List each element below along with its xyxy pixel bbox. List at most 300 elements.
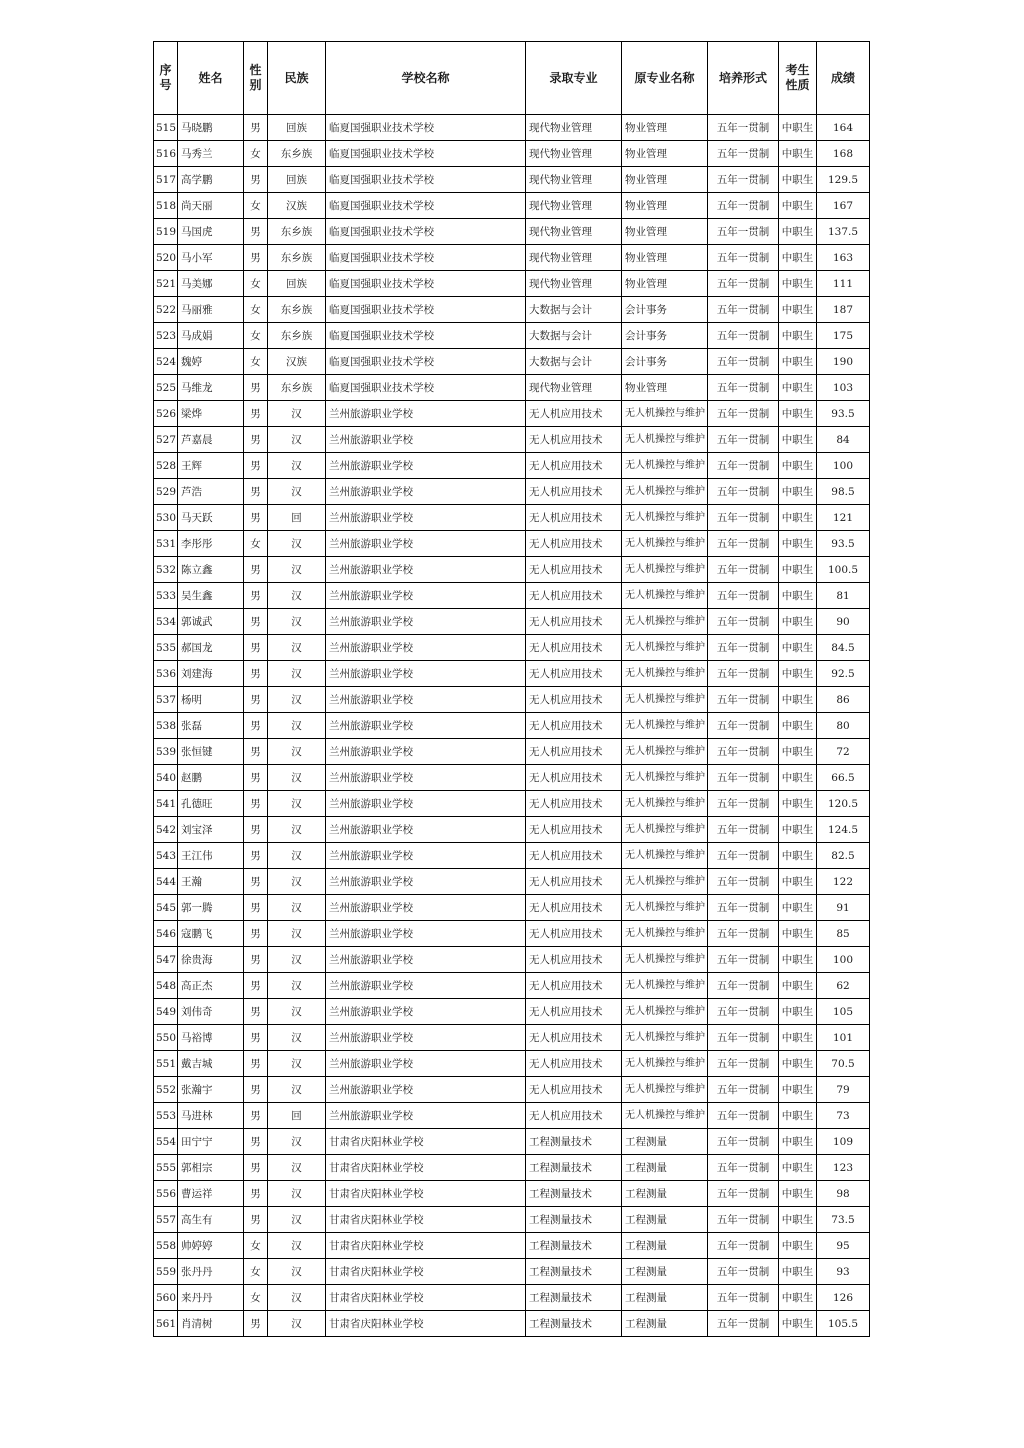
- cell-index: 556: [154, 1181, 178, 1207]
- cell-school: 临夏国强职业技术学校: [326, 141, 526, 167]
- cell-admitted-major: 现代物业管理: [526, 167, 622, 193]
- cell-candidate-type: 中职生: [779, 1285, 817, 1311]
- cell-original-major: 无人机操控与维护: [622, 947, 708, 973]
- cell-school: 临夏国强职业技术学校: [326, 271, 526, 297]
- cell-training-form: 五年一贯制: [708, 141, 779, 167]
- cell-candidate-type: 中职生: [779, 739, 817, 765]
- cell-school: 甘肃省庆阳林业学校: [326, 1233, 526, 1259]
- cell-admitted-major: 无人机应用技术: [526, 973, 622, 999]
- cell-index: 538: [154, 713, 178, 739]
- cell-candidate-type: 中职生: [779, 661, 817, 687]
- cell-admitted-major: 工程测量技术: [526, 1181, 622, 1207]
- cell-name: 郝国龙: [178, 635, 244, 661]
- cell-training-form: 五年一贯制: [708, 401, 779, 427]
- cell-gender: 男: [244, 869, 268, 895]
- cell-ethnicity: 汉: [268, 791, 326, 817]
- cell-name: 孔德旺: [178, 791, 244, 817]
- cell-original-major: 工程测量: [622, 1181, 708, 1207]
- cell-gender: 男: [244, 427, 268, 453]
- cell-training-form: 五年一贯制: [708, 479, 779, 505]
- table-row: [154, 557, 870, 583]
- table-row: [154, 739, 870, 765]
- cell-gender: 男: [244, 921, 268, 947]
- cell-score: 101: [817, 1025, 870, 1051]
- cell-ethnicity: 汉: [268, 1077, 326, 1103]
- cell-school: 兰州旅游职业学校: [326, 661, 526, 687]
- cell-name: 徐贵海: [178, 947, 244, 973]
- cell-ethnicity: 东乡族: [268, 219, 326, 245]
- cell-original-major: 无人机操控与维护: [622, 869, 708, 895]
- cell-candidate-type: 中职生: [779, 1181, 817, 1207]
- cell-training-form: 五年一贯制: [708, 921, 779, 947]
- cell-candidate-type: 中职生: [779, 219, 817, 245]
- cell-training-form: 五年一贯制: [708, 427, 779, 453]
- cell-ethnicity: 汉: [268, 1129, 326, 1155]
- cell-score: 103: [817, 375, 870, 401]
- table-row: [154, 1129, 870, 1155]
- cell-gender: 男: [244, 1051, 268, 1077]
- cell-score: 137.5: [817, 219, 870, 245]
- cell-ethnicity: 汉: [268, 1207, 326, 1233]
- cell-ethnicity: 汉: [268, 1285, 326, 1311]
- cell-candidate-type: 中职生: [779, 323, 817, 349]
- cell-original-major: 无人机操控与维护: [622, 687, 708, 713]
- cell-admitted-major: 无人机应用技术: [526, 1051, 622, 1077]
- cell-index: 553: [154, 1103, 178, 1129]
- cell-gender: 男: [244, 557, 268, 583]
- cell-original-major: 会计事务: [622, 323, 708, 349]
- cell-index: 524: [154, 349, 178, 375]
- cell-score: 90: [817, 609, 870, 635]
- cell-school: 兰州旅游职业学校: [326, 609, 526, 635]
- cell-score: 105.5: [817, 1311, 870, 1337]
- cell-training-form: 五年一贯制: [708, 739, 779, 765]
- cell-school: 兰州旅游职业学校: [326, 505, 526, 531]
- cell-training-form: 五年一贯制: [708, 765, 779, 791]
- cell-gender: 男: [244, 453, 268, 479]
- cell-name: 陈立鑫: [178, 557, 244, 583]
- cell-score: 82.5: [817, 843, 870, 869]
- cell-gender: 男: [244, 1311, 268, 1337]
- cell-school: 兰州旅游职业学校: [326, 973, 526, 999]
- cell-ethnicity: 回族: [268, 167, 326, 193]
- cell-score: 100: [817, 453, 870, 479]
- cell-index: 531: [154, 531, 178, 557]
- cell-score: 105: [817, 999, 870, 1025]
- cell-index: 529: [154, 479, 178, 505]
- cell-score: 62: [817, 973, 870, 999]
- cell-name: 刘建海: [178, 661, 244, 687]
- table-row: [154, 453, 870, 479]
- cell-name: 寇鹏飞: [178, 921, 244, 947]
- cell-index: 557: [154, 1207, 178, 1233]
- cell-candidate-type: 中职生: [779, 1155, 817, 1181]
- table-row: [154, 401, 870, 427]
- cell-name: 王江伟: [178, 843, 244, 869]
- cell-candidate-type: 中职生: [779, 713, 817, 739]
- cell-school: 兰州旅游职业学校: [326, 635, 526, 661]
- cell-training-form: 五年一贯制: [708, 973, 779, 999]
- cell-admitted-major: 无人机应用技术: [526, 531, 622, 557]
- cell-training-form: 五年一贯制: [708, 193, 779, 219]
- cell-candidate-type: 中职生: [779, 375, 817, 401]
- table-row: [154, 297, 870, 323]
- cell-original-major: 物业管理: [622, 375, 708, 401]
- cell-candidate-type: 中职生: [779, 869, 817, 895]
- cell-candidate-type: 中职生: [779, 453, 817, 479]
- cell-ethnicity: 汉: [268, 1025, 326, 1051]
- cell-training-form: 五年一贯制: [708, 453, 779, 479]
- cell-admitted-major: 无人机应用技术: [526, 635, 622, 661]
- cell-ethnicity: 汉: [268, 453, 326, 479]
- cell-gender: 男: [244, 375, 268, 401]
- cell-ethnicity: 汉: [268, 921, 326, 947]
- cell-ethnicity: 汉族: [268, 349, 326, 375]
- cell-training-form: 五年一贯制: [708, 1181, 779, 1207]
- cell-name: 刘宝泽: [178, 817, 244, 843]
- table-row: [154, 609, 870, 635]
- cell-name: 高正杰: [178, 973, 244, 999]
- cell-original-major: 物业管理: [622, 141, 708, 167]
- cell-original-major: 无人机操控与维护: [622, 557, 708, 583]
- cell-index: 525: [154, 375, 178, 401]
- cell-school: 甘肃省庆阳林业学校: [326, 1155, 526, 1181]
- cell-school: 兰州旅游职业学校: [326, 713, 526, 739]
- cell-ethnicity: 东乡族: [268, 141, 326, 167]
- cell-index: 542: [154, 817, 178, 843]
- cell-candidate-type: 中职生: [779, 583, 817, 609]
- cell-ethnicity: 汉: [268, 1311, 326, 1337]
- table-row: [154, 973, 870, 999]
- cell-ethnicity: 汉: [268, 661, 326, 687]
- cell-school: 兰州旅游职业学校: [326, 739, 526, 765]
- cell-school: 兰州旅游职业学校: [326, 1077, 526, 1103]
- cell-school: 临夏国强职业技术学校: [326, 297, 526, 323]
- cell-score: 72: [817, 739, 870, 765]
- cell-candidate-type: 中职生: [779, 115, 817, 141]
- cell-school: 兰州旅游职业学校: [326, 531, 526, 557]
- cell-gender: 男: [244, 661, 268, 687]
- cell-name: 马裕博: [178, 1025, 244, 1051]
- cell-original-major: 无人机操控与维护: [622, 1025, 708, 1051]
- table-row: [154, 921, 870, 947]
- cell-admitted-major: 无人机应用技术: [526, 791, 622, 817]
- cell-candidate-type: 中职生: [779, 765, 817, 791]
- cell-index: 528: [154, 453, 178, 479]
- cell-score: 190: [817, 349, 870, 375]
- cell-index: 521: [154, 271, 178, 297]
- cell-index: 534: [154, 609, 178, 635]
- cell-ethnicity: 回族: [268, 115, 326, 141]
- cell-training-form: 五年一贯制: [708, 1077, 779, 1103]
- cell-candidate-type: 中职生: [779, 1051, 817, 1077]
- cell-candidate-type: 中职生: [779, 557, 817, 583]
- cell-score: 91: [817, 895, 870, 921]
- cell-score: 100.5: [817, 557, 870, 583]
- cell-school: 兰州旅游职业学校: [326, 1025, 526, 1051]
- cell-name: 张恒键: [178, 739, 244, 765]
- cell-ethnicity: 汉: [268, 999, 326, 1025]
- cell-gender: 男: [244, 739, 268, 765]
- cell-training-form: 五年一贯制: [708, 375, 779, 401]
- cell-ethnicity: 汉: [268, 557, 326, 583]
- header-ethnicity: 民族: [268, 42, 326, 115]
- table-row: [154, 1077, 870, 1103]
- header-name: 姓名: [178, 42, 244, 115]
- cell-school: 兰州旅游职业学校: [326, 869, 526, 895]
- table-row: [154, 323, 870, 349]
- cell-admitted-major: 现代物业管理: [526, 375, 622, 401]
- cell-original-major: 无人机操控与维护: [622, 895, 708, 921]
- cell-gender: 女: [244, 531, 268, 557]
- cell-gender: 男: [244, 1155, 268, 1181]
- cell-candidate-type: 中职生: [779, 1129, 817, 1155]
- cell-gender: 男: [244, 973, 268, 999]
- cell-name: 芦浩: [178, 479, 244, 505]
- cell-training-form: 五年一贯制: [708, 791, 779, 817]
- cell-gender: 女: [244, 1233, 268, 1259]
- cell-training-form: 五年一贯制: [708, 271, 779, 297]
- cell-training-form: 五年一贯制: [708, 1103, 779, 1129]
- cell-training-form: 五年一贯制: [708, 869, 779, 895]
- admission-table: [153, 41, 870, 1337]
- cell-score: 84: [817, 427, 870, 453]
- cell-score: 122: [817, 869, 870, 895]
- cell-admitted-major: 无人机应用技术: [526, 921, 622, 947]
- cell-name: 芦嘉晨: [178, 427, 244, 453]
- cell-training-form: 五年一贯制: [708, 687, 779, 713]
- table-row: [154, 869, 870, 895]
- table-row: [154, 843, 870, 869]
- cell-index: 546: [154, 921, 178, 947]
- cell-name: 郭一腾: [178, 895, 244, 921]
- table-row: [154, 895, 870, 921]
- cell-name: 马进林: [178, 1103, 244, 1129]
- cell-gender: 男: [244, 1129, 268, 1155]
- table-row: [154, 999, 870, 1025]
- cell-score: 84.5: [817, 635, 870, 661]
- cell-school: 兰州旅游职业学校: [326, 583, 526, 609]
- cell-original-major: 物业管理: [622, 271, 708, 297]
- table-row: [154, 1181, 870, 1207]
- cell-index: 526: [154, 401, 178, 427]
- cell-school: 甘肃省庆阳林业学校: [326, 1207, 526, 1233]
- table-row: [154, 687, 870, 713]
- cell-admitted-major: 大数据与会计: [526, 349, 622, 375]
- cell-gender: 男: [244, 817, 268, 843]
- cell-name: 吴生鑫: [178, 583, 244, 609]
- cell-gender: 女: [244, 1259, 268, 1285]
- table-row: [154, 375, 870, 401]
- header-original-major: 原专业名称: [622, 42, 708, 115]
- cell-ethnicity: 东乡族: [268, 323, 326, 349]
- cell-score: 92.5: [817, 661, 870, 687]
- cell-gender: 女: [244, 349, 268, 375]
- cell-training-form: 五年一贯制: [708, 1025, 779, 1051]
- cell-index: 554: [154, 1129, 178, 1155]
- cell-ethnicity: 汉: [268, 973, 326, 999]
- cell-index: 537: [154, 687, 178, 713]
- cell-score: 98: [817, 1181, 870, 1207]
- cell-score: 187: [817, 297, 870, 323]
- table-row: [154, 193, 870, 219]
- cell-training-form: 五年一贯制: [708, 557, 779, 583]
- cell-admitted-major: 无人机应用技术: [526, 479, 622, 505]
- cell-name: 帅婷婷: [178, 1233, 244, 1259]
- cell-admitted-major: 工程测量技术: [526, 1129, 622, 1155]
- cell-training-form: 五年一贯制: [708, 115, 779, 141]
- cell-ethnicity: 回族: [268, 271, 326, 297]
- cell-training-form: 五年一贯制: [708, 1207, 779, 1233]
- cell-name: 王瀚: [178, 869, 244, 895]
- cell-admitted-major: 现代物业管理: [526, 115, 622, 141]
- cell-candidate-type: 中职生: [779, 1233, 817, 1259]
- cell-candidate-type: 中职生: [779, 1103, 817, 1129]
- cell-ethnicity: 汉: [268, 609, 326, 635]
- cell-ethnicity: 汉: [268, 739, 326, 765]
- cell-ethnicity: 汉: [268, 869, 326, 895]
- cell-ethnicity: 汉: [268, 765, 326, 791]
- cell-score: 164: [817, 115, 870, 141]
- cell-candidate-type: 中职生: [779, 973, 817, 999]
- cell-ethnicity: 汉: [268, 583, 326, 609]
- table-row: [154, 947, 870, 973]
- header-training-form: 培养形式: [708, 42, 779, 115]
- cell-original-major: 无人机操控与维护: [622, 999, 708, 1025]
- cell-school: 兰州旅游职业学校: [326, 895, 526, 921]
- cell-name: 张丹丹: [178, 1259, 244, 1285]
- cell-original-major: 无人机操控与维护: [622, 427, 708, 453]
- cell-original-major: 无人机操控与维护: [622, 973, 708, 999]
- cell-score: 121: [817, 505, 870, 531]
- cell-name: 马丽雅: [178, 297, 244, 323]
- cell-index: 551: [154, 1051, 178, 1077]
- cell-score: 129.5: [817, 167, 870, 193]
- cell-admitted-major: 无人机应用技术: [526, 661, 622, 687]
- table-row: [154, 427, 870, 453]
- cell-name: 马小军: [178, 245, 244, 271]
- cell-admitted-major: 工程测量技术: [526, 1259, 622, 1285]
- table-row: [154, 1311, 870, 1337]
- cell-original-major: 无人机操控与维护: [622, 791, 708, 817]
- cell-gender: 女: [244, 323, 268, 349]
- cell-original-major: 无人机操控与维护: [622, 921, 708, 947]
- cell-original-major: 会计事务: [622, 297, 708, 323]
- cell-school: 甘肃省庆阳林业学校: [326, 1259, 526, 1285]
- cell-school: 甘肃省庆阳林业学校: [326, 1181, 526, 1207]
- cell-ethnicity: 汉: [268, 479, 326, 505]
- cell-school: 临夏国强职业技术学校: [326, 349, 526, 375]
- table-row: [154, 115, 870, 141]
- cell-gender: 女: [244, 271, 268, 297]
- cell-index: 527: [154, 427, 178, 453]
- cell-admitted-major: 工程测量技术: [526, 1155, 622, 1181]
- cell-name: 尚天丽: [178, 193, 244, 219]
- cell-gender: 男: [244, 1025, 268, 1051]
- header-index: 序号: [154, 42, 178, 115]
- cell-candidate-type: 中职生: [779, 427, 817, 453]
- cell-candidate-type: 中职生: [779, 297, 817, 323]
- cell-score: 163: [817, 245, 870, 271]
- cell-gender: 男: [244, 1181, 268, 1207]
- cell-training-form: 五年一贯制: [708, 817, 779, 843]
- cell-original-major: 工程测量: [622, 1233, 708, 1259]
- cell-score: 73.5: [817, 1207, 870, 1233]
- cell-school: 兰州旅游职业学校: [326, 427, 526, 453]
- cell-original-major: 工程测量: [622, 1129, 708, 1155]
- cell-original-major: 无人机操控与维护: [622, 713, 708, 739]
- cell-school: 兰州旅游职业学校: [326, 999, 526, 1025]
- cell-admitted-major: 大数据与会计: [526, 297, 622, 323]
- cell-score: 80: [817, 713, 870, 739]
- cell-score: 120.5: [817, 791, 870, 817]
- cell-original-major: 无人机操控与维护: [622, 453, 708, 479]
- cell-admitted-major: 现代物业管理: [526, 193, 622, 219]
- cell-school: 兰州旅游职业学校: [326, 947, 526, 973]
- cell-score: 93.5: [817, 531, 870, 557]
- cell-score: 111: [817, 271, 870, 297]
- cell-candidate-type: 中职生: [779, 999, 817, 1025]
- cell-original-major: 工程测量: [622, 1155, 708, 1181]
- cell-name: 马成娟: [178, 323, 244, 349]
- cell-candidate-type: 中职生: [779, 1311, 817, 1337]
- cell-candidate-type: 中职生: [779, 609, 817, 635]
- cell-ethnicity: 汉族: [268, 193, 326, 219]
- cell-index: 547: [154, 947, 178, 973]
- cell-index: 560: [154, 1285, 178, 1311]
- cell-ethnicity: 汉: [268, 687, 326, 713]
- cell-gender: 女: [244, 193, 268, 219]
- cell-score: 86: [817, 687, 870, 713]
- cell-gender: 男: [244, 687, 268, 713]
- cell-score: 98.5: [817, 479, 870, 505]
- table-row: [154, 1051, 870, 1077]
- cell-training-form: 五年一贯制: [708, 167, 779, 193]
- cell-score: 66.5: [817, 765, 870, 791]
- table-row: [154, 635, 870, 661]
- cell-admitted-major: 现代物业管理: [526, 219, 622, 245]
- cell-admitted-major: 工程测量技术: [526, 1285, 622, 1311]
- cell-original-major: 无人机操控与维护: [622, 1103, 708, 1129]
- cell-candidate-type: 中职生: [779, 635, 817, 661]
- cell-admitted-major: 无人机应用技术: [526, 583, 622, 609]
- cell-index: 555: [154, 1155, 178, 1181]
- cell-index: 515: [154, 115, 178, 141]
- cell-training-form: 五年一贯制: [708, 1051, 779, 1077]
- cell-admitted-major: 现代物业管理: [526, 245, 622, 271]
- cell-gender: 男: [244, 843, 268, 869]
- cell-index: 544: [154, 869, 178, 895]
- cell-name: 马秀兰: [178, 141, 244, 167]
- cell-original-major: 无人机操控与维护: [622, 635, 708, 661]
- cell-candidate-type: 中职生: [779, 141, 817, 167]
- cell-school: 兰州旅游职业学校: [326, 1051, 526, 1077]
- cell-name: 张磊: [178, 713, 244, 739]
- header-candidate-type: 考生性质: [779, 42, 817, 115]
- cell-admitted-major: 无人机应用技术: [526, 505, 622, 531]
- cell-candidate-type: 中职生: [779, 843, 817, 869]
- cell-score: 93.5: [817, 401, 870, 427]
- cell-original-major: 无人机操控与维护: [622, 765, 708, 791]
- cell-training-form: 五年一贯制: [708, 1155, 779, 1181]
- cell-index: 535: [154, 635, 178, 661]
- cell-admitted-major: 无人机应用技术: [526, 999, 622, 1025]
- cell-gender: 女: [244, 1285, 268, 1311]
- cell-training-form: 五年一贯制: [708, 583, 779, 609]
- cell-original-major: 工程测量: [622, 1207, 708, 1233]
- cell-gender: 女: [244, 297, 268, 323]
- cell-candidate-type: 中职生: [779, 245, 817, 271]
